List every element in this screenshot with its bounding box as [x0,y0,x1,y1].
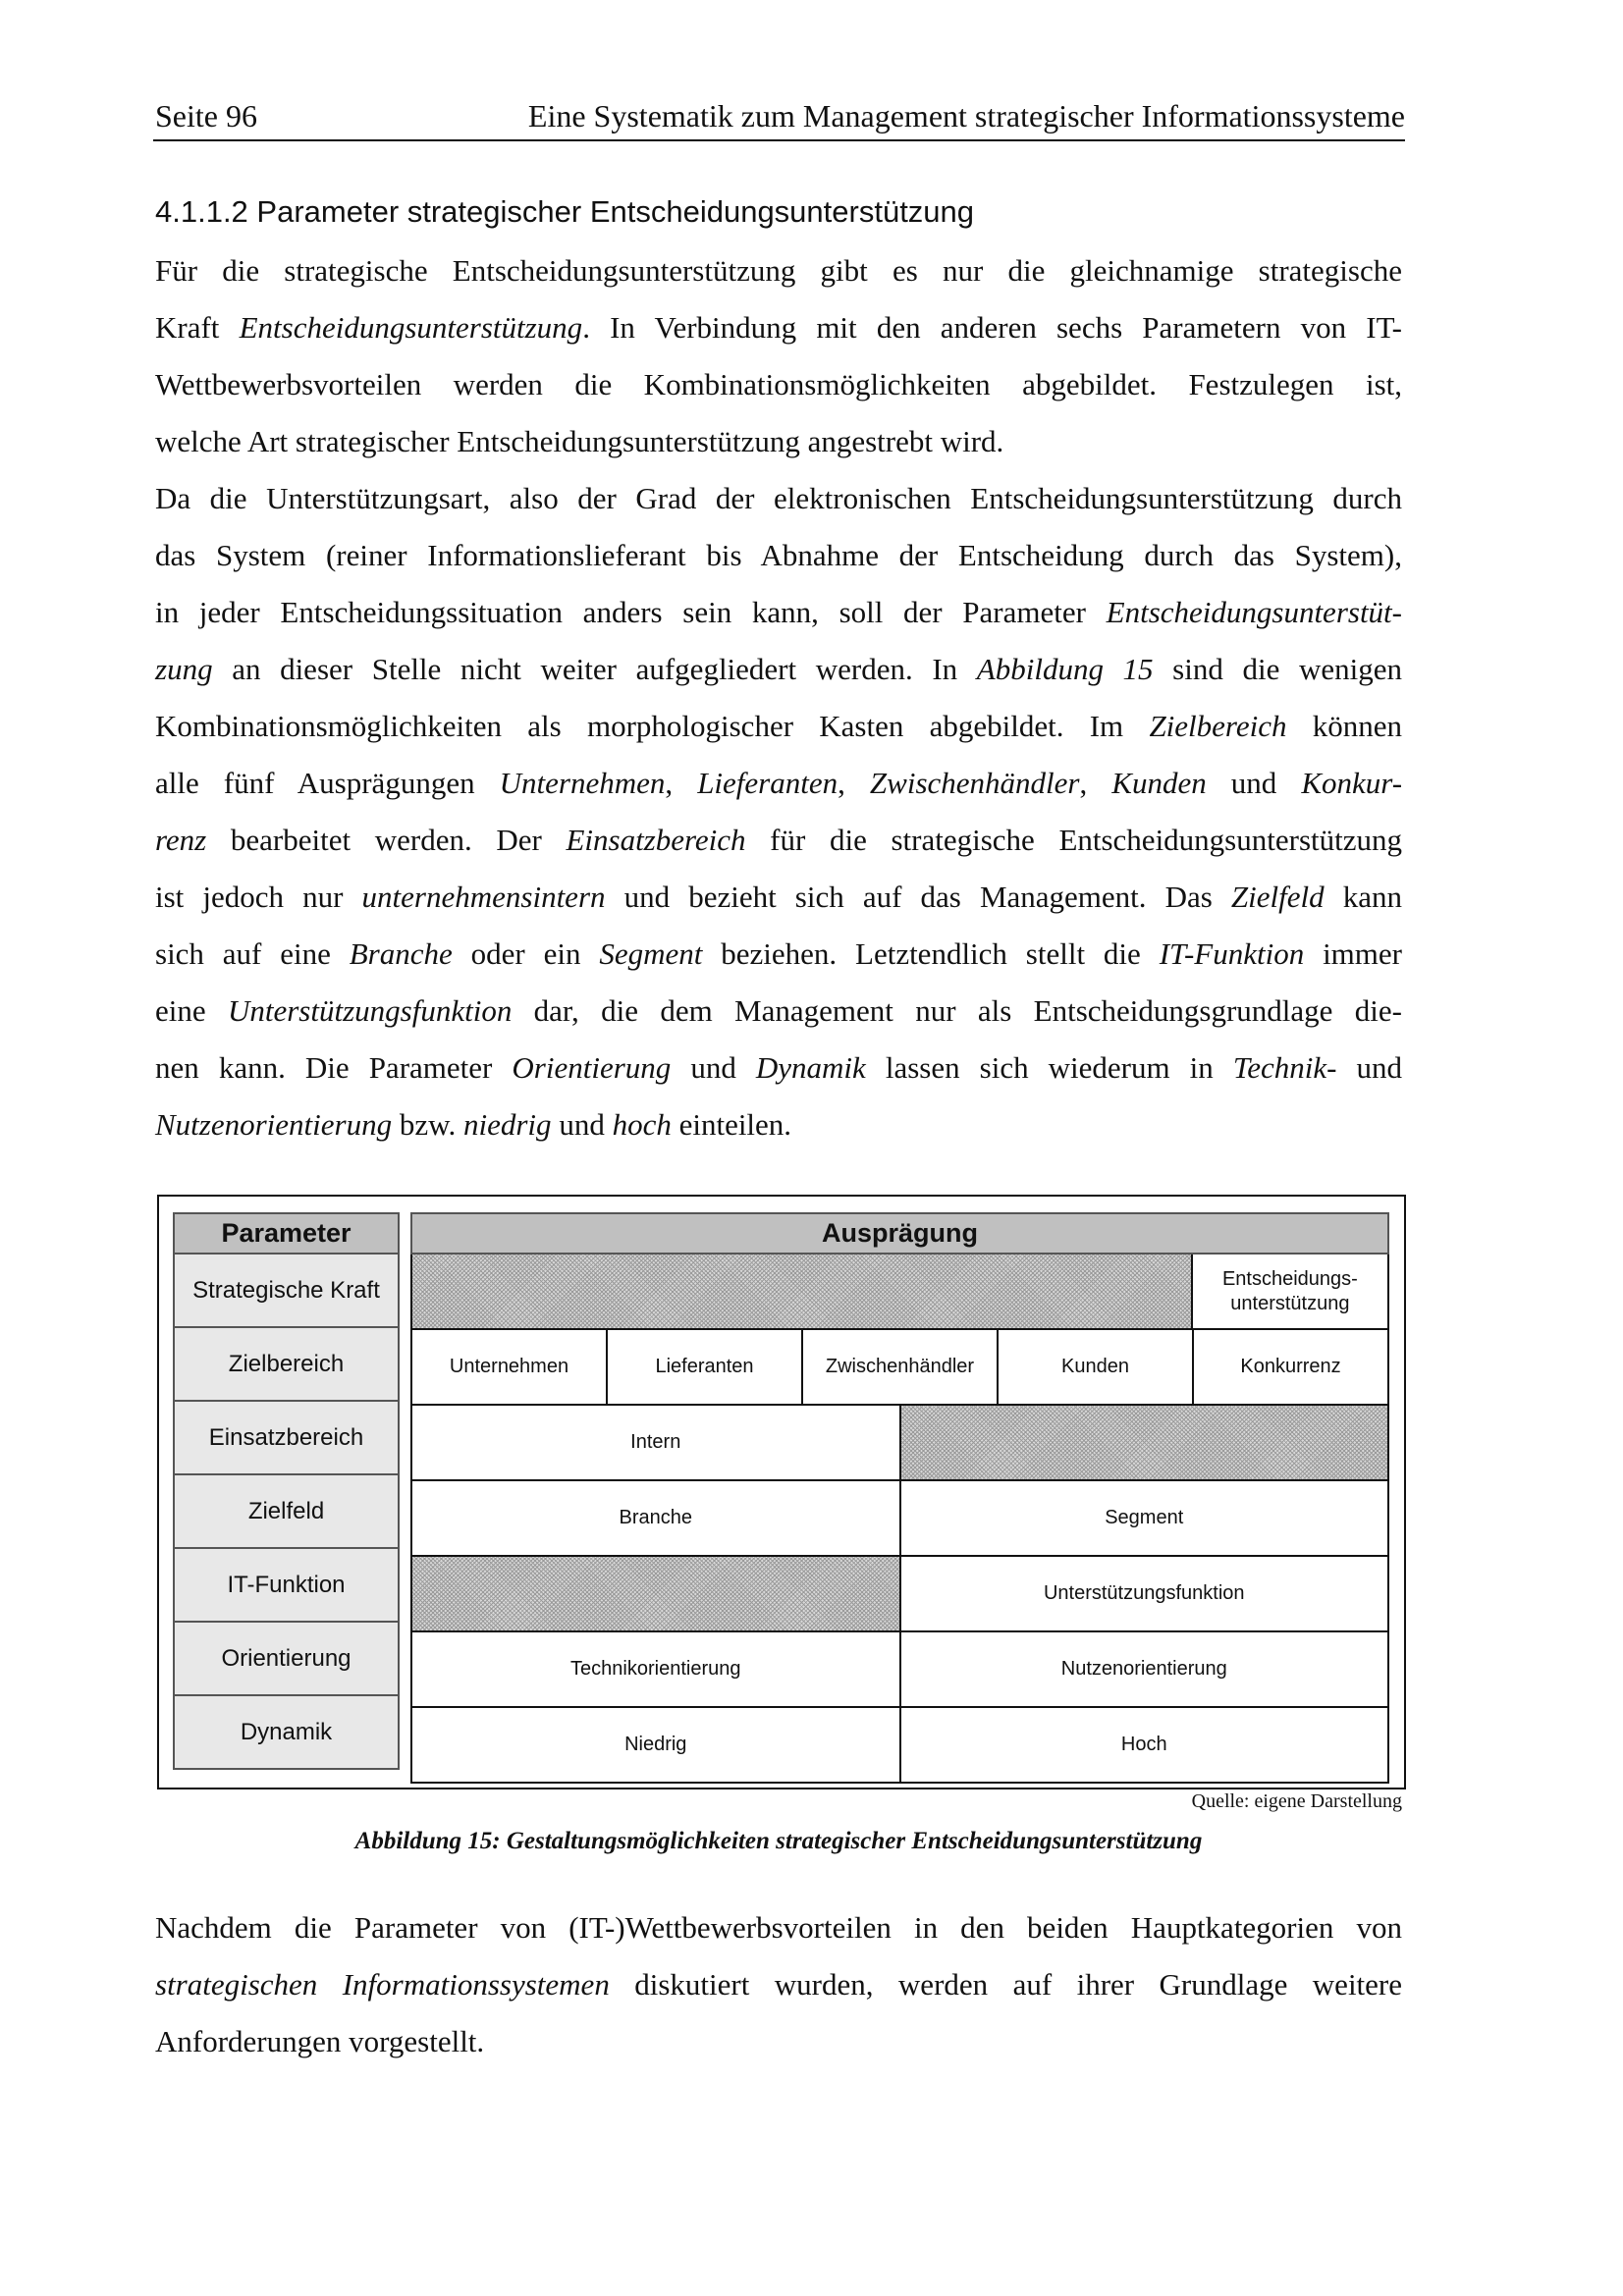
italic-term: Zielfeld [1230,880,1325,914]
figure-source: Quelle: eigene Darstellung [1191,1790,1402,1812]
italic-term: Orientierung [512,1050,672,1085]
auspraegung-cell: Lieferanten [606,1330,801,1404]
text-run: und [1206,766,1302,800]
paragraph-1 [155,242,1402,470]
text-run: sich auf eine [155,936,350,971]
italic-term: IT-Funktion [1159,936,1305,971]
text-run: nen kann. Die Parameter [155,1050,513,1085]
auspraegung-row [410,1406,1389,1481]
auspraegung-cell: Niedrig [412,1708,899,1782]
text-run: Kombinationsmöglichkeiten als morphologischer Kasten abgebildet. Im [155,709,1150,743]
section-heading: 4.1.1.2 Parameter strategischer Entscheidungsunterstützung [155,194,975,229]
text-run: einteilen. [671,1107,792,1142]
text-run: , [838,766,870,800]
figure-caption: Abbildung 15: Gestaltungsmöglichkeiten strategischer Entscheidungsunterstützung [354,1828,1203,1854]
text-run: kann [1324,880,1402,914]
text-run: und [671,1050,756,1085]
parameter-cell: Zielfeld [173,1473,400,1549]
text-line [155,812,1402,869]
italic-term: Dynamik [755,1050,866,1085]
text-line [155,983,1402,1040]
parameter-cell: Orientierung [173,1621,400,1696]
italic-term: renz [155,823,207,857]
auspraegung-row [410,1255,1389,1330]
italic-term: hoch [612,1107,672,1142]
auspraegung-cell: Konkurrenz [1192,1330,1387,1404]
parameter-header: Parameter [173,1212,400,1255]
italic-term: Segment [599,936,703,971]
auspraegung-row [410,1481,1389,1557]
text-line [155,356,1402,413]
text-run: Kraft [155,310,240,345]
auspraegung-cell: Entscheidungs- unterstützung [1191,1255,1387,1328]
italic-term: Technik- [1232,1050,1337,1085]
auspraegung-cell: Unternehmen [412,1330,606,1404]
text-run: und [551,1107,613,1142]
italic-term: Entscheidungsunterstüt- [1106,595,1402,629]
text-line [155,1040,1402,1096]
italic-term: Zwischenhändler [869,766,1080,800]
italic-term: Kunden [1111,766,1207,800]
italic-term: zung [155,652,213,686]
text-line [155,584,1402,641]
auspraegung-cell: Intern [412,1406,899,1479]
hatched-empty-cell [412,1255,1191,1328]
italic-term: strategischen Informationssystemen [155,1967,610,2002]
auspraegung-row [410,1708,1389,1784]
parameter-cell: Zielbereich [173,1326,400,1402]
italic-term: Zielbereich [1149,709,1287,743]
running-header-title: Eine Systematik zum Management strategischer Informationssysteme [527,98,1405,133]
auspraegung-cell: Branche [412,1481,899,1555]
italic-term: Lieferanten [697,766,839,800]
italic-term: Konkur- [1301,766,1403,800]
text-run: beziehen. Letztendlich stellt die [702,936,1160,971]
text-run: bearbeitet werden. Der [206,823,567,857]
morphological-box-figure [157,1195,1406,1789]
text-run: bzw. [392,1107,463,1142]
text-run: in jeder Entscheidungssituation anders sein kann, soll der Parameter [155,595,1107,629]
italic-term: niedrig [463,1107,552,1142]
text-run: immer [1304,936,1402,971]
text-run: und bezieht sich auf das Management. Das [605,880,1231,914]
text-run: Da die Unterstützungsart, also der Grad der elektronischen Entscheidungsunterstützung durch [155,481,1402,515]
parameter-cell: IT-Funktion [173,1547,400,1623]
italic-term: Unterstützungsfunktion [227,993,513,1028]
auspraegung-cell: Segment [899,1481,1388,1555]
parameter-cell: Strategische Kraft [173,1253,400,1328]
text-run: Nachdem die Parameter von (IT-)Wettbewerbsvorteilen in den beiden Hauptkategorien von [155,1910,1402,1945]
text-run: alle fünf Ausprägungen [155,766,500,800]
auspraegung-header: Ausprägung [410,1212,1389,1255]
italic-term: unternehmensintern [361,880,606,914]
auspraegung-row [410,1330,1389,1406]
auspraegung-cell: Technikorientierung [412,1632,899,1706]
auspraegung-cell: Zwischenhändler [801,1330,997,1404]
text-run: an dieser Stelle nicht weiter aufgegliedert werden. In [212,652,977,686]
parameter-cell: Dynamik [173,1694,400,1770]
auspraegung-cell: Hoch [899,1708,1388,1782]
text-run: Für die strategische Entscheidungsunterstützung gibt es nur die gleichnamige strategische [155,253,1402,288]
text-run: und [1336,1050,1403,1085]
parameter-column [173,1212,400,1770]
text-run: für die strategische Entscheidungsunterstützung [745,823,1402,857]
text-line [155,698,1402,755]
paragraph-2 [155,470,1402,1153]
auspraegung-cell: Kunden [997,1330,1192,1404]
auspraegung-row [410,1632,1389,1708]
text-line [155,242,1402,299]
text-run: lassen sich wiederum in [865,1050,1233,1085]
italic-term: Unternehmen [499,766,666,800]
text-line [155,1899,1402,1956]
text-line [155,1096,1402,1153]
hatched-empty-cell [899,1406,1388,1479]
italic-term: Abbildung 15 [976,652,1154,686]
text-run: ist jedoch nur [155,880,362,914]
text-line [155,869,1402,926]
hatched-empty-cell [412,1557,899,1630]
text-run: , [1079,766,1112,800]
text-line [155,2013,1402,2070]
text-line [155,926,1402,983]
text-run: eine [155,993,228,1028]
text-line [155,413,1402,470]
text-run: diskutiert wurden, werden auf ihrer Grundlage weitere [609,1967,1403,2002]
text-run: dar, die dem Management nur als Entscheidungsgrundlage die- [512,993,1402,1028]
running-header-page: Seite 96 [155,98,257,133]
italic-term: Entscheidungsunterstützung [239,310,583,345]
auspraegung-row [410,1557,1389,1632]
text-run: welche Art strategischer Entscheidungsunterstützung angestrebt wird. [155,424,1004,458]
auspraegung-column [410,1212,1389,1784]
text-line [155,299,1402,356]
auspraegung-cell: Nutzenorientierung [899,1632,1388,1706]
paragraph-3 [155,1899,1402,2070]
italic-term: Einsatzbereich [566,823,746,857]
text-run: , [665,766,698,800]
text-run: Wettbewerbsvorteilen werden die Kombinationsmöglichkeiten abgebildet. Festzulegen ist, [155,367,1402,401]
header-rule [153,139,1405,141]
auspraegung-cell: Unterstützungsfunktion [899,1557,1388,1630]
text-run: sind die wenigen [1153,652,1402,686]
text-run: oder ein [452,936,600,971]
parameter-cell: Einsatzbereich [173,1400,400,1475]
italic-term: Branche [349,936,453,971]
text-line [155,755,1402,812]
italic-term: Nutzenorientierung [155,1107,393,1142]
text-line [155,527,1402,584]
text-run: Anforderungen vorgestellt. [155,2024,485,2058]
text-run: . In Verbindung mit den anderen sechs Parametern von IT- [582,310,1402,345]
text-line [155,470,1402,527]
text-line [155,641,1402,698]
text-line [155,1956,1402,2013]
text-run: können [1286,709,1402,743]
text-run: das System (reiner Informationslieferant bis Abnahme der Entscheidung durch das System), [155,538,1402,572]
